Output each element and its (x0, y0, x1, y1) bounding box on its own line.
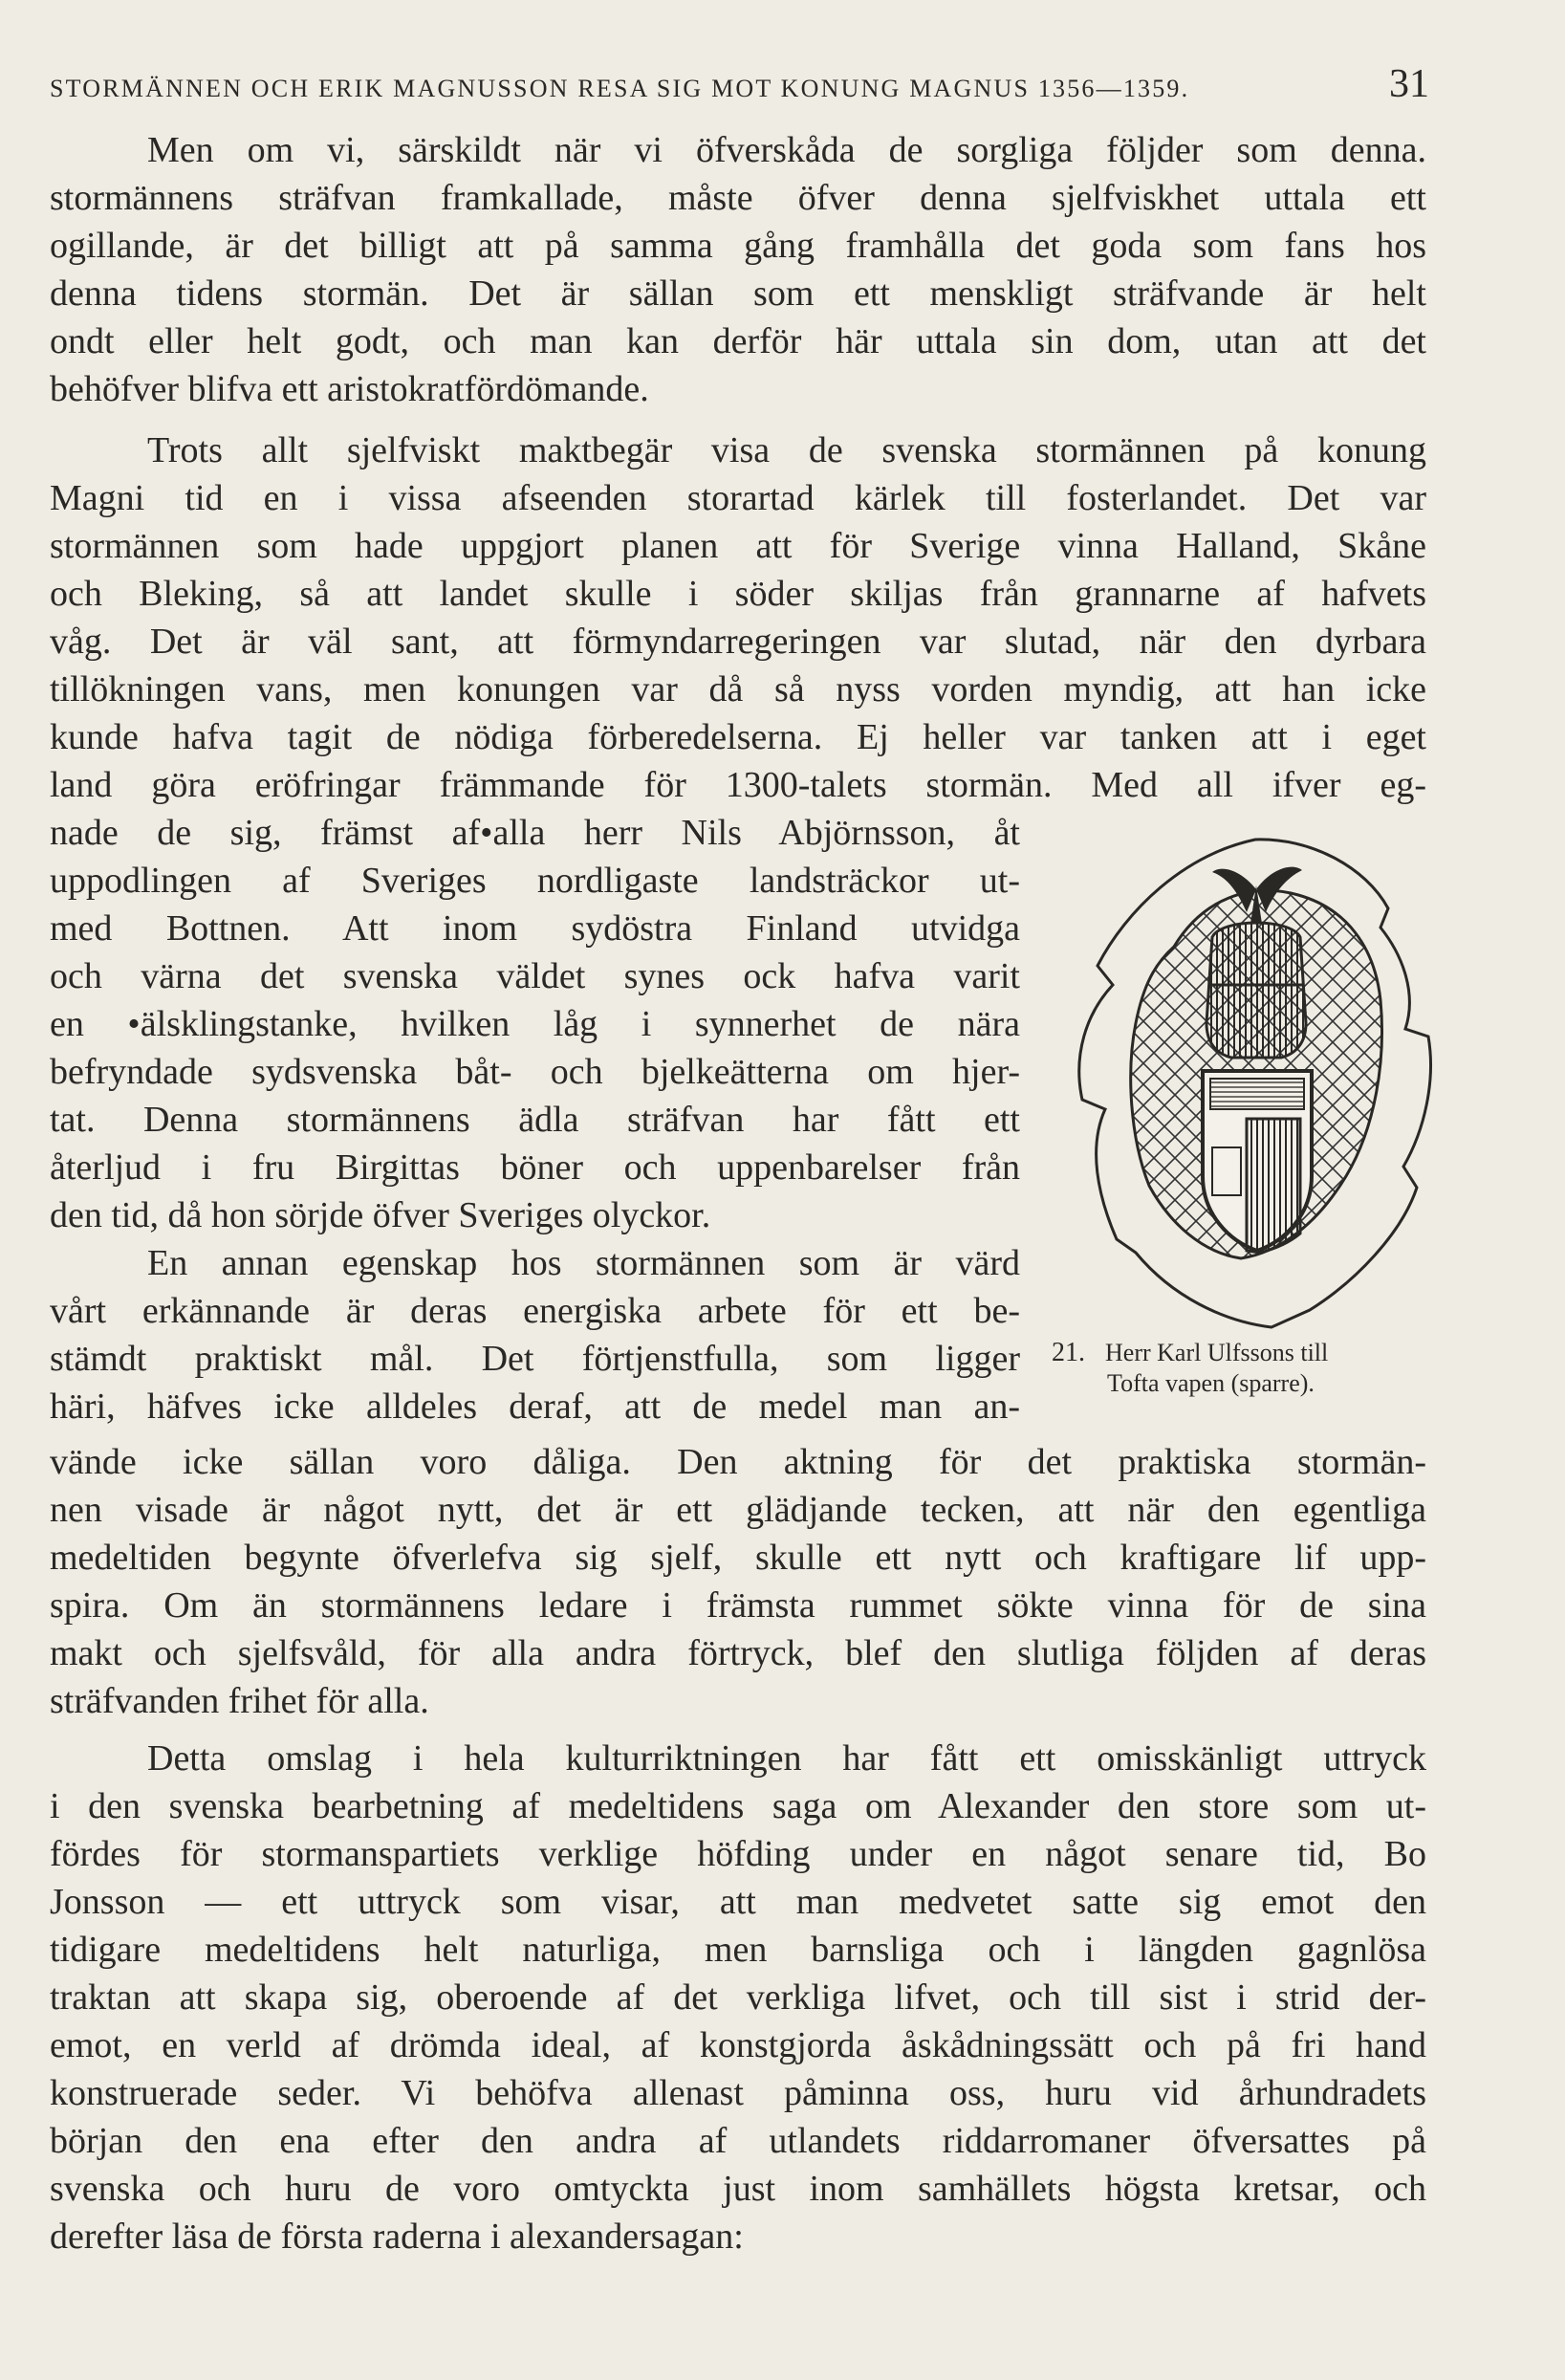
text-line: ondt eller helt godt, och man kan derför här uttala sin dom, utan att det (50, 321, 1426, 361)
shield-chief-icon (1210, 1079, 1304, 1109)
text-line: tidigare medeltidens helt naturliga, men barnsliga och i längden gagnlösa (50, 1930, 1426, 1970)
text-line: Trots allt sjelfviskt maktbegär visa de svenska stormännen på konung (147, 430, 1426, 470)
caption-line-1: Herr Karl Ulfssons till (1105, 1339, 1329, 1366)
text-line: fördes för stormanspartiets verklige höfding under en något senare tid, Bo (50, 1834, 1426, 1874)
text-line: kunde hafva tagit de nödiga förberedelserna. Ej heller var tanken att i eget (50, 717, 1426, 757)
text-line: En annan egenskap hos stormännen som är värd (147, 1243, 1020, 1283)
text-line: emot, en verld af drömda ideal, af konstgjorda åskådningssätt och på fri hand (50, 2025, 1426, 2065)
text-line: makt och sjelfsvåld, för alla andra förtryck, blef den slutliga följden af deras (50, 1633, 1426, 1673)
text-line: behöfver blifva ett aristokratfördömande. (50, 369, 649, 409)
text-line: Men om vi, särskildt när vi öfverskåda de sorgliga följder som denna. (147, 130, 1426, 170)
text-line: derefter läsa de första raderna i alexandersagan: (50, 2216, 744, 2257)
helmet-icon (1206, 923, 1306, 1058)
text-line: stormännen som hade uppgjort planen att för Sverige vinna Halland, Skåne (50, 526, 1426, 566)
text-line: och Bleking, så att landet skulle i söder skiljas från grannarne af hafvets (50, 574, 1426, 614)
text-line: tat. Denna stormännens ädla sträfvan har fått ett (50, 1100, 1020, 1140)
text-line: Detta omslag i hela kulturriktningen har fått ett omisskänligt uttryck (147, 1738, 1426, 1779)
text-line: och värna det svenska väldet synes ock hafva varit (50, 956, 1020, 996)
text-line: sträfvanden frihet för alla. (50, 1681, 429, 1721)
text-line: vårt erkännande är deras energiska arbete för ett be- (50, 1291, 1020, 1331)
text-line: stämdt praktiskt mål. Det förtjenstfulla, som ligger (50, 1339, 1020, 1379)
text-line: med Bottnen. Att inom sydöstra Finland utvidga (50, 908, 1020, 949)
text-line: medeltiden begynte öfverlefva sig sjelf, skulle ett nytt och kraftigare lif upp- (50, 1538, 1426, 1578)
coat-of-arms-illustration (1059, 832, 1445, 1334)
text-line: den tid, då hon sörjde öfver Sveriges olyckor. (50, 1195, 711, 1235)
text-line: spira. Om än stormännens ledare i främsta rummet sökte vinna för de sina (50, 1585, 1426, 1626)
text-line: Jonsson — ett uttryck som visar, att man medvetet satte sig emot den (50, 1882, 1426, 1922)
running-title: STORMÄNNEN OCH ERIK MAGNUSSON RESA SIG MOT KONUNG MAGNUS 1356—1359. (50, 75, 1190, 102)
text-line: början den ena efter den andra af utlandets riddarromaner öfversattes på (50, 2121, 1426, 2161)
figure-label: 21. (1052, 1338, 1085, 1367)
text-line: denna tidens stormän. Det är sällan som ett menskligt sträfvande är helt (50, 273, 1426, 314)
text-line: uppodlingen af Sveriges nordligaste landsträckor ut- (50, 861, 1020, 901)
text-line: i den svenska bearbetning af medeltidens saga om Alexander den store som ut- (50, 1786, 1426, 1826)
text-line: återljud i fru Birgittas böner och uppenbarelser från (50, 1147, 1020, 1188)
text-line: en •älsklingstanke, hvilken låg i synnerhet de nära (50, 1004, 1020, 1044)
text-line: stormännens sträfvan framkallade, måste öfver denna sjelfviskhet uttala ett (50, 178, 1426, 218)
text-line: Magni tid en i vissa afseenden storartad kärlek till fosterlandet. Det var (50, 478, 1426, 518)
page-header (50, 61, 1429, 115)
page-number: 31 (1389, 62, 1429, 106)
text-line: traktan att skapa sig, oberoende af det verkliga lifvet, och till sist i strid der- (50, 1977, 1426, 2018)
text-line: tillökningen vans, men konungen var då så nyss vorden myndig, att han icke (50, 669, 1426, 710)
text-line: land göra eröfringar främmande för 1300-talets stormän. Med all ifver eg- (50, 765, 1426, 805)
caption-line-2: Tofta vapen (sparre). (1107, 1369, 1315, 1397)
text-line: konstruerade seder. Vi behöfva allenast påminna oss, huru vid århundradets (50, 2073, 1426, 2113)
figure-caption (1052, 1339, 1434, 1367)
text-line: nen visade är något nytt, det är ett glädjande tecken, att när den egentliga (50, 1490, 1426, 1530)
sparre-charge-icon (1247, 1119, 1300, 1253)
text-line: ogillande, är det billigt att på samma gång framhålla det goda som fans hos (50, 226, 1426, 266)
figure-caption-cont (1052, 1369, 1434, 1398)
text-line: häri, häfves icke alldeles deraf, att de medel man an- (50, 1387, 1020, 1427)
text-line: nade de sig, främst af•alla herr Nils Abjörnsson, åt (50, 813, 1020, 853)
text-line: våg. Det är väl sant, att förmyndarregeringen var slutad, när den dyrbara (50, 622, 1426, 662)
text-line: svenska och huru de voro omtyckta just inom samhällets högsta kretsar, och (50, 2169, 1426, 2209)
text-line: befryndade sydsvenska båt- och bjelkeätterna om hjer- (50, 1052, 1020, 1092)
text-line: vände icke sällan voro dåliga. Den aktning för det praktiska stormän- (50, 1442, 1426, 1482)
